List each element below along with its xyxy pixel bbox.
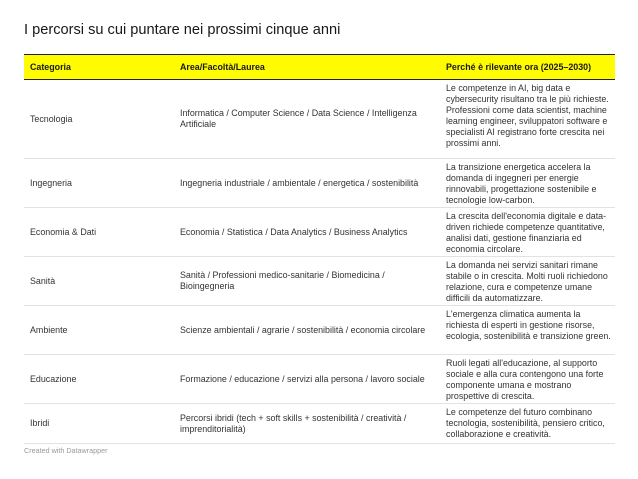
table-row [24,257,615,306]
table-row [24,159,615,208]
cell-perche: L'emergenza climatica aumenta la richiesta di esperti in gestione risorse, ecologia, sostenibilità e transizione green. [446,309,611,341]
data-table [24,54,615,444]
header-categoria[interactable]: Categoria [30,62,71,72]
cell-area: Scienze ambientali / agrarie / sostenibilità / economia circolare [180,324,426,335]
cell-perche: Le competenze del futuro combinano tecnologia, sostenibilità, pensiero critico, collaborazione e creatività. [446,407,605,439]
table-header [24,54,615,80]
cell-categoria: Economia & Dati [30,226,97,237]
cell-categoria: Ibridi [30,418,50,428]
table-row [24,80,615,159]
header-area[interactable]: Area/Facoltà/Laurea [180,62,265,72]
cell-perche: La transizione energetica accelera la domanda di ingegneri per energie rinnovabili, progettazione sostenibile e tecnologie low-carbon. [446,162,597,205]
cell-categoria: Ingegneria [30,177,72,188]
cell-categoria: Educazione [30,373,77,384]
cell-area: Formazione / educazione / servizi alla persona / lavoro sociale [180,373,425,384]
cell-area: Ingegneria industriale / ambientale / energetica / sostenibilità [180,177,419,188]
cell-perche: La crescita dell'economia digitale e data-driven richiede competenze quantitative, analisi dati, gestione finanziaria ed economia circolare. [446,211,607,254]
table-title: I percorsi su cui puntare nei prossimi cinque anni [24,22,341,38]
cell-area: Percorsi ibridi (tech + soft skills + sostenibilità / creatività / imprenditorialità) [180,412,407,434]
cell-area: Economia / Statistica / Data Analytics / Business Analytics [180,226,408,237]
table-row [24,306,615,355]
cell-perche: Ruoli legati all'educazione, al supporto sociale e alla cura contengono una forte componente umana e mostrano prospettive di crescita. [446,358,604,401]
cell-perche: Le competenze in AI, big data e cybersecurity risultano tra le più richieste. Professioni come data scientist, machine learning engineer, sviluppatori software e specialisti AI registrano forte crescita nei prossimi anni. [446,83,609,148]
datawrapper-credit[interactable]: Created with Datawrapper [24,446,108,455]
cell-area: Informatica / Computer Science / Data Science / Intelligenza Artificiale [180,108,417,129]
cell-categoria: Tecnologia [30,113,73,124]
cell-categoria: Ambiente [30,324,68,335]
table-row [24,404,615,444]
header-perche[interactable]: Perché è rilevante ora (2025–2030) [446,62,592,72]
cell-area: Sanità / Professioni medico-sanitarie / Biomedicina / Bioingegneria [180,270,385,291]
cell-categoria: Sanità [30,275,56,286]
table-row [24,355,615,404]
table-row [24,208,615,257]
cell-perche: La domanda nei servizi sanitari rimane stabile o in crescita. Molti ruoli richiedono relazione, cura e competenze umane difficili da automatizzare. [446,260,608,303]
